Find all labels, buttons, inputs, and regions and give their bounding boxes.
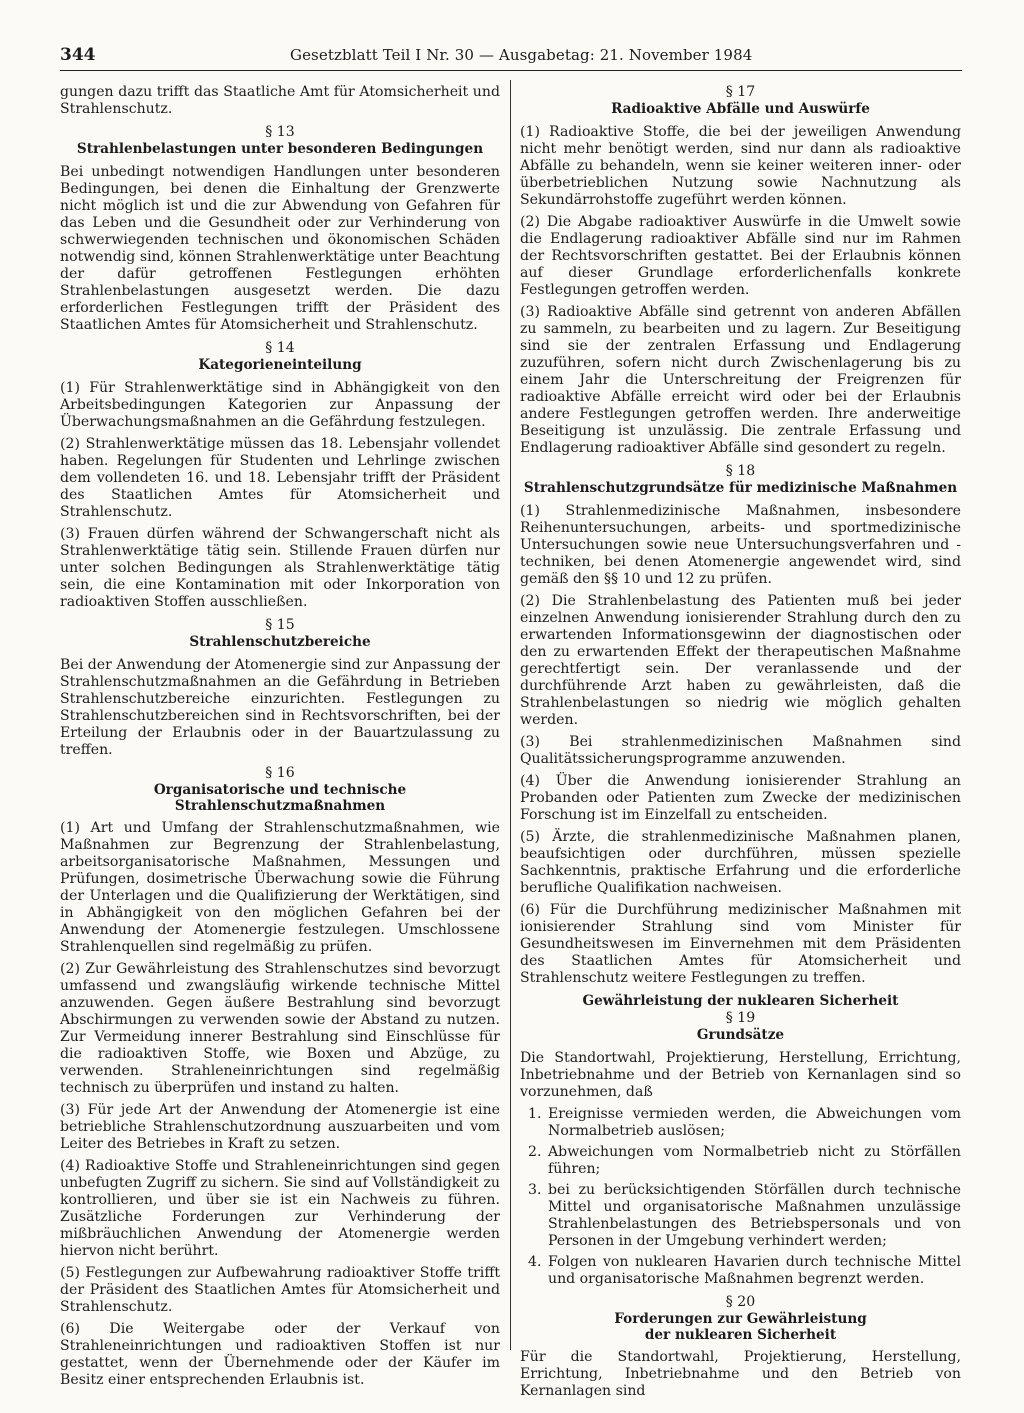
section-16-paragraph-6: (6) Die Weitergabe oder der Verkauf von Strahleneinrichtungen und radioaktiven Stoffen ist nur gestattet, wenn der Übernehmende oder der Käufer im Besitz einer entsprechenden Erlaubnis ist. (60, 1321, 500, 1388)
section-19-list (520, 1106, 961, 1288)
section-17-title: Radioaktive Abfälle und Auswürfe (611, 101, 870, 117)
section-20-title (520, 1311, 961, 1343)
section-16-paragraph-5: (5) Festlegungen zur Aufbewahrung radioaktiver Stoffe trifft der Präsident des Staatlichen Amtes für Atomsicherheit und Strahlenschutz. (60, 1265, 500, 1315)
page-number: 344 (60, 45, 96, 65)
section-14-title: Kategorieneinteilung (198, 357, 362, 373)
section-15-number: § 15 (265, 617, 295, 633)
list-item-text: bei zu berücksichtigenden Störfällen durch technische Mittel und organisatorische Maßnahmen unzulässige Strahlenbelastungen des Betriebspersonals und von Personen in der Umgebung verhindert werden; (548, 1182, 961, 1249)
section-20-title-line-1: Forderungen zur Gewährleistung (614, 1311, 867, 1327)
right-column (520, 84, 961, 1399)
section-16-paragraph-1: (1) Art und Umfang der Strahlenschutzmaßnahmen, wie Maßnahmen zur Begrenzung der Strahlenbelastung, arbeitsorganisatorische Maßnahmen, Messungen und Prüfungen, dosimetrische Überwachung sowie die Führung der Unterlagen und die Qualifizierung der Werktätigen, sind in Abhängigkeit von den möglichen Gefahren bei der Anwendung der Atomenergie festzulegen. Umschlossene Strahlenquellen sind regelmäßig zu prüfen. (60, 820, 500, 955)
section-14-paragraph-1: (1) Für Strahlenwerktätige sind in Abhängigkeit von den Arbeitsbedingungen Kategorien zur Anpassung der Überwachungsmaßnahmen an die Gefährdung festzulegen. (60, 380, 500, 430)
left-column (60, 84, 500, 1388)
section-18-number: § 18 (725, 463, 756, 479)
section-14-paragraph-3: (3) Frauen dürfen während der Schwangerschaft nicht als Strahlenwerktätige tätig sein. Stillende Frauen dürfen nur unter solchen Bedingungen als Strahlenwerktätige tätig sein, die eine Kontamination mit oder Inkorporation von radioaktiven Stoffen ausschließen. (60, 526, 500, 610)
section-16-title (60, 782, 500, 814)
section-16-number: § 16 (265, 765, 295, 781)
list-item-text: Ereignisse vermieden werden, die Abweichungen vom Normalbetrieb auslösen; (548, 1106, 961, 1139)
section-16-paragraph-4: (4) Radioaktive Stoffe und Strahleneinrichtungen sind gegen unbefugten Zugriff zu sichern. Sie sind auf Vollständigkeit zu kontrollieren, und über sie ist ein Nachweis zu führen. Zusätzliche Forderungen zur Verhinderung der mißbräuchlichen Anwendung der Atomenergie werden hiervon nicht berührt. (60, 1158, 500, 1259)
section-15-paragraph: Bei der Anwendung der Atomenergie sind zur Anpassung der Strahlenschutzmaßnahmen an die Gefährdung in Betrieben Strahlenschutzbereiche einzurichten. Festlegungen zu Strahlenschutzbereichen sind in Rechtsvorschriften, bei der Erteilung der Erlaubnis oder in der Bauartzulassung zu treffen. (60, 657, 500, 758)
section-13-paragraph: Bei unbedingt notwendigen Handlungen unter besonderen Bedingungen, bei denen die Einhaltung der Grenzwerte nicht möglich ist und die zur Abwendung von Gefahren für das Leben und die Gesundheit oder zur Verhinderung von schwerwiegenden technischen und ökonomischen Schäden notwendig sind, können Strahlenwerktätige unter Beachtung der dafür getroffenen Festlegungen erhöhten Strahlenbelastungen ausgesetzt werden. Die dazu erforderlichen Festlegungen trifft der Präsident des Staatlichen Amtes für Atomsicherheit und Strahlenschutz. (60, 164, 500, 333)
section-18-title: Strahlenschutzgrundsätze für medizinische Maßnahmen (523, 480, 958, 496)
section-17-number: § 17 (725, 84, 756, 100)
list-item (520, 1144, 961, 1178)
list-item (520, 1182, 961, 1250)
section-16-paragraph-3: (3) Für jede Art der Anwendung der Atomenergie ist eine betriebliche Strahlenschutzordnung auszuarbeiten und vom Leiter des Betriebes in Kraft zu setzen. (60, 1102, 500, 1152)
list-item-text: Folgen von nuklearen Havarien durch technische Mittel und organisatorische Maßnahmen begrenzt werden. (548, 1254, 961, 1287)
list-item-number: 4. (528, 1254, 542, 1270)
section-20-number: § 20 (725, 1294, 756, 1310)
section-17-paragraph-2: (2) Die Abgabe radioaktiver Auswürfe in die Umwelt sowie die Endlagerung radioaktiver Abfälle sind nur im Rahmen der Rechtsvorschriften gestattet. Bei der Erlaubnis können auf dieser Grundlage erforderlichenfalls konkrete Festlegungen getroffen werden. (520, 214, 961, 298)
list-item-text: Abweichungen vom Normalbetrieb nicht zu Störfällen führen; (548, 1144, 961, 1177)
section-15-title: Strahlenschutzbereiche (189, 634, 371, 650)
section-18-paragraph-1: (1) Strahlenmedizinische Maßnahmen, insbesondere Reihenuntersuchungen, arbeits- und sportmedizinische Untersuchungen sowie neue Untersuchungsverfahren und -techniken, bei denen Atomenergie angewendet wird, sind gemäß den §§ 10 und 12 zu prüfen. (520, 503, 961, 587)
section-18-paragraph-6: (6) Für die Durchführung medizinischer Maßnahmen mit ionisierender Strahlung sind vom Minister für Gesundheitswesen im Einvernehmen mit dem Präsidenten des Staatlichen Amtes für Atomsicherheit und Strahlenschutz weitere Festlegungen zu treffen. (520, 902, 961, 986)
section-14-number: § 14 (265, 340, 295, 356)
section-14-paragraph-2: (2) Strahlenwerktätige müssen das 18. Lebensjahr vollendet haben. Regelungen für Studenten und Lehrlinge zwischen dem vollendeten 16. und 18. Lebensjahr trifft der Präsident des Staatlichen Amtes für Atomsicherheit und Strahlenschutz. (60, 436, 500, 520)
section-20-paragraph: Für die Standortwahl, Projektierung, Herstellung, Errichtung, Inbetriebnahme und den Betrieb von Kernanlagen sind (520, 1349, 961, 1399)
list-item-number: 1. (528, 1106, 542, 1122)
section-18-paragraph-3: (3) Bei strahlenmedizinischen Maßnahmen sind Qualitätssicherungsprogramme anzuwenden. (520, 734, 961, 767)
column-divider (510, 80, 511, 1350)
section-16-title-line-2: Strahlenschutzmaßnahmen (174, 798, 386, 814)
list-item-number: 2. (528, 1144, 542, 1160)
section-16-paragraph-2: (2) Zur Gewährleistung des Strahlenschutzes sind bevorzugt umfassend und zwangsläufig wirkende technische Mittel anzuwenden. Gegen äußere Bestrahlung sind bevorzugt Abschirmungen zu verwenden sowie der Abstand zu nutzen. Zur Vermeidung innerer Bestrahlung sind Einschlüsse für die radioaktiven Stoffe, wie Boxen und Abzüge, zu verwenden. Strahleneinrichtungen sind regelmäßig technisch zu überprüfen und instand zu halten. (60, 961, 500, 1096)
list-item (520, 1254, 961, 1288)
section-16-title-line-1: Organisatorische und technische (153, 782, 407, 798)
part-heading: Gewährleistung der nuklearen Sicherheit (582, 993, 899, 1009)
list-item (520, 1106, 961, 1140)
section-19-paragraph: Die Standortwahl, Projektierung, Herstellung, Errichtung, Inbetriebnahme und der Betrieb von Kernanlagen sind so vorzunehmen, daß (520, 1050, 961, 1100)
page-header (60, 44, 962, 71)
section-19-number: § 19 (725, 1010, 756, 1026)
section-17-paragraph-1: (1) Radioaktive Stoffe, die bei der jeweiligen Anwendung nicht mehr benötigt werden, sind nur dann als radioaktive Abfälle zu behandeln, wenn sie keiner weiteren inner- oder überbetrieblichen Nutzung sowie Nachnutzung als Sekundärrohstoffe zugeführt werden können. (520, 124, 961, 208)
section-13-title: Strahlenbelastungen unter besonderen Bedingungen (76, 141, 484, 157)
list-item-number: 3. (528, 1182, 542, 1198)
section-19-title: Grundsätze (696, 1027, 785, 1043)
section-13-number: § 13 (265, 124, 295, 140)
section-17-paragraph-3: (3) Radioaktive Abfälle sind getrennt von anderen Abfällen zu sammeln, zu bearbeiten und zu lagern. Zur Beseitigung sind sie der zentralen Erfassung und Endlagerung zuzuführen, sofern nicht durch Zwischenlagerung bis zu einem Jahr die Unterschreitung der Freigrenzen für radioaktive Abfälle erreicht wird oder bei der Erlaubnis andere Festlegungen getroffen werden. Ihre anderweitige Beseitigung ist unzulässig. Die zentrale Erfassung und Endlagerung radioaktiver Abfälle sind gesondert zu regeln. (520, 304, 961, 456)
section-20-title-line-2: der nuklearen Sicherheit (644, 1327, 837, 1343)
section-18-paragraph-2: (2) Die Strahlenbelastung des Patienten muß bei jeder einzelnen Anwendung ionisierender Strahlung durch den zu erwartenden Informationsgewinn der diagnostischen oder den zu erwartenden Effekt der therapeutischen Maßnahme gerechtfertigt sein. Der veranlassende und der durchführende Arzt haben zu gewährleisten, daß die Strahlenbelastungen so niedrig wie möglich gehalten werden. (520, 593, 961, 728)
intro-paragraph: gungen dazu trifft das Staatliche Amt für Atomsicherheit und Strahlenschutz. (60, 84, 500, 117)
section-18-paragraph-5: (5) Ärzte, die strahlenmedizinische Maßnahmen planen, beaufsichtigen oder durchführen, müssen spezielle Sachkenntnis, praktische Erfahrung und die erforderliche berufliche Qualifikation nachweisen. (520, 829, 961, 896)
running-title: Gesetzblatt Teil I Nr. 30 — Ausgabetag: 21. November 1984 (290, 46, 753, 64)
section-18-paragraph-4: (4) Über die Anwendung ionisierender Strahlung an Probanden oder Patienten zum Zwecke der medizinischen Forschung ist im Einzelfall zu entscheiden. (520, 773, 961, 823)
